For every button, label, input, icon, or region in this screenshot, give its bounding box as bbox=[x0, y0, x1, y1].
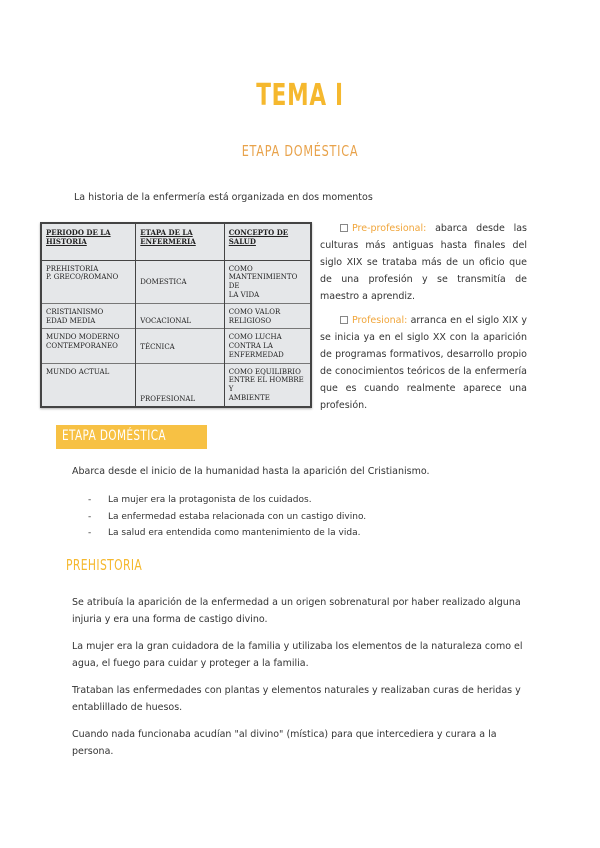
table-cell: TÉCNICA bbox=[136, 329, 224, 363]
page-subtitle: ETAPA DOMÉSTICA bbox=[241, 142, 359, 160]
paragraph: Cuando nada funcionaba acudían "al divino" (mística) para que intercediera y curara a la persona. bbox=[72, 729, 497, 757]
characteristics-list bbox=[88, 492, 366, 542]
list-item: - La mujer era la protagonista de los cuidados. bbox=[88, 492, 366, 509]
table-header-cell: CONCEPTO DE SALUD bbox=[224, 224, 310, 260]
history-table bbox=[40, 222, 312, 408]
checkbox-icon bbox=[340, 224, 348, 232]
paragraph: Se atribuía la aparición de la enfermedad a un origen sobrenatural por haber realizado alguna injuria y era una forma de castigo divino. bbox=[72, 597, 521, 625]
moment-preprofessional bbox=[320, 220, 527, 305]
section-heading-etapa-domestica: ETAPA DOMÉSTICA bbox=[56, 425, 207, 449]
page-title: TEMA I bbox=[256, 78, 344, 113]
table-cell: VOCACIONAL bbox=[136, 303, 224, 328]
table-cell: COMO EQUILIBRIO ENTRE EL HOMBRE Y AMBIENTE bbox=[224, 363, 310, 406]
table-cell: DOMESTICA bbox=[136, 260, 224, 303]
moment-label: Pre-profesional: bbox=[352, 223, 427, 234]
table-cell: PROFESIONAL bbox=[136, 363, 224, 406]
table-header-cell: PERIODO DE LA HISTORIA bbox=[42, 224, 136, 260]
checkbox-icon bbox=[340, 316, 348, 324]
section-heading-prehistoria: PREHISTORIA bbox=[66, 556, 143, 574]
table-cell: CRISTIANISMO EDAD MEDIA bbox=[42, 303, 136, 328]
moment-label: Profesional: bbox=[352, 315, 408, 326]
table-header-row bbox=[42, 224, 310, 260]
table-cell: MUNDO MODERNO CONTEMPORANEO bbox=[42, 329, 136, 363]
table-cell: COMO VALOR RELIGIOSO bbox=[224, 303, 310, 328]
table-header-cell: ETAPA DE LA ENFERMERIA bbox=[136, 224, 224, 260]
table-cell: COMO LUCHA CONTRA LA ENFERMEDAD bbox=[224, 329, 310, 363]
table-cell: COMO MANTENIMIENTO DE LA VIDA bbox=[224, 260, 310, 303]
moment-text: arranca en el siglo XIX y se inicia ya en el siglo XX con la aparición de programas formativos, desarrollo propio de conocimientos teóricos de la enfermería que es cuando realmente aparece una profesión. bbox=[320, 315, 527, 411]
table-cell: PREHISTORIA P. GRECO/ROMANO bbox=[42, 260, 136, 303]
moment-professional bbox=[320, 312, 527, 414]
table-row bbox=[42, 363, 310, 406]
list-item: - La enfermedad estaba relacionada con un castigo divino. bbox=[88, 509, 366, 526]
list-item: - La salud era entendida como mantenimiento de la vida. bbox=[88, 525, 366, 542]
moment-text: abarca desde las culturas más antiguas hasta finales del siglo XIX se trataba más de un oficio que de una profesión y se transmitía de maestro a aprendiz. bbox=[320, 223, 527, 302]
paragraph: Trataban las enfermedades con plantas y elementos naturales y realizaban curas de heridas y entablillado de huesos. bbox=[72, 685, 521, 713]
table-row bbox=[42, 303, 310, 328]
table-row bbox=[42, 260, 310, 303]
paragraph: La mujer era la gran cuidadora de la familia y utilizaba los elementos de la naturaleza como el agua, el fuego para cuidar y proteger a la familia. bbox=[72, 641, 523, 669]
intro-text: La historia de la enfermería está organizada en dos momentos bbox=[74, 192, 373, 203]
table-row bbox=[42, 329, 310, 363]
table-cell: MUNDO ACTUAL bbox=[42, 363, 136, 406]
section-text: Abarca desde el inicio de la humanidad hasta la aparición del Cristianismo. bbox=[72, 466, 430, 477]
